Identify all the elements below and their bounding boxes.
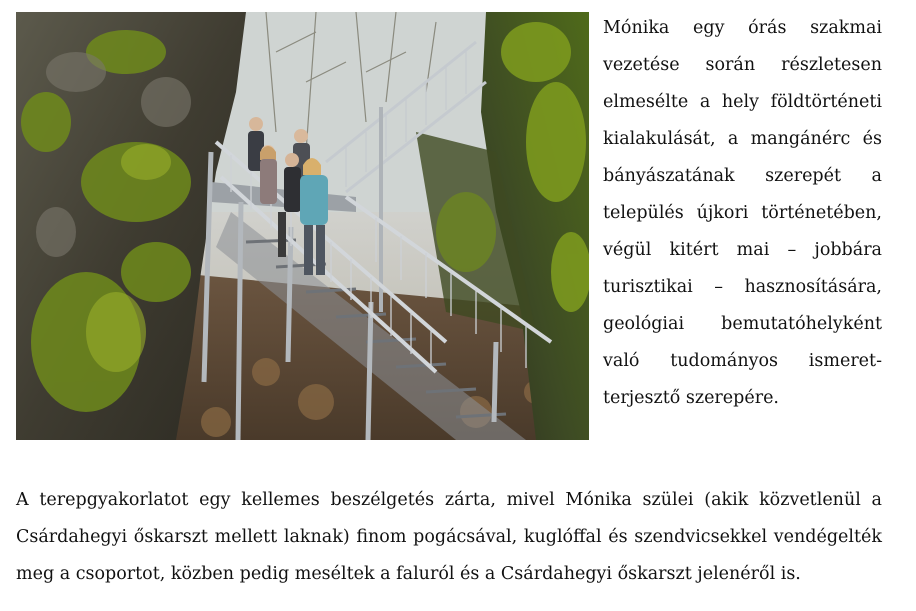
bottom-paragraph-line: A terepgyakorlatot egy kellemes beszélgetés zárta, mivel Mónika szülei (akik közvetlenül a bbox=[16, 490, 882, 510]
side-paragraph-line: való tudományos ismeret- bbox=[603, 351, 882, 371]
side-paragraph-line: vezetése során részletesen bbox=[603, 55, 882, 75]
staircase-photo-art bbox=[16, 12, 589, 440]
bottom-paragraph-line: meg a csoportot, közben pedig meséltek a faluról és a Csárdahegyi őskarszt jelenéről is. bbox=[16, 564, 801, 584]
side-paragraph-line: bányászatának szerepét a bbox=[603, 166, 882, 186]
bottom-paragraph bbox=[16, 482, 882, 593]
side-paragraph-line: Mónika egy órás szakmai bbox=[603, 18, 882, 38]
side-paragraph-line: turisztikai – hasznosítására, bbox=[603, 277, 882, 297]
side-paragraph-line: geológiai bemutatóhelyként bbox=[603, 314, 882, 334]
side-paragraph-line: terjesztő szerepére. bbox=[603, 388, 779, 408]
side-paragraph-line: település újkori történetében, bbox=[603, 203, 882, 223]
side-paragraph-line: végül kitért mai – jobbára bbox=[603, 240, 882, 260]
bottom-paragraph-line: Csárdahegyi őskarszt mellett laknak) finom pogácsával, kuglóffal és szendvicsekkel vendégelték bbox=[16, 527, 882, 547]
staircase-photo bbox=[16, 12, 589, 440]
side-paragraph-line: kialakulását, a mangánérc és bbox=[603, 129, 882, 149]
side-paragraph bbox=[603, 10, 882, 417]
side-paragraph-line: elmesélte a hely földtörténeti bbox=[603, 92, 882, 112]
